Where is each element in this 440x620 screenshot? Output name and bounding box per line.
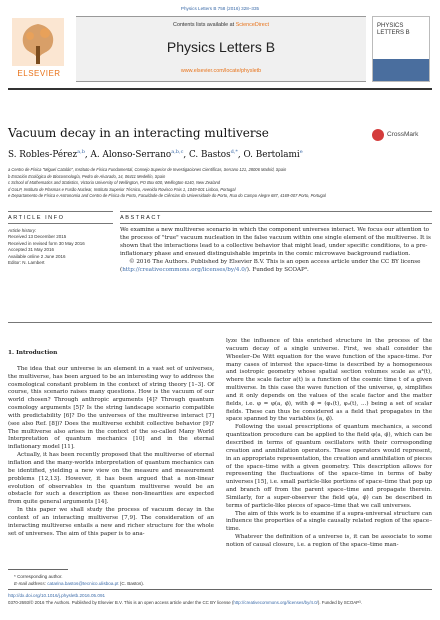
body-paragraph: Actually, it has been recently proposed that the multiverse of eternal inflation and the many-worlds interpretation of quantum mechanics can be identified, yielding a new view on the measure and measurement problems [12,13]. However, it has been argued that a non-linear evolution of observables in the quantum multiverse would be an obstacle for such a description as these non-linearities are expected from quite general arguments [14].: [8, 452, 214, 506]
affiliation-item: a Centro de Física "Miguel Catalán", Instituto de Física Fundamental, Consejo Superior de Investigaciones Científicas, Serrano 121, 28006 Madrid, Spain: [8, 167, 287, 172]
article-info-heading: ARTICLE INFO: [8, 215, 65, 221]
editor-name: Editor: N. Lambert: [8, 260, 45, 266]
cover-title: PHYSICS LETTERS B: [377, 23, 410, 36]
journal-masthead: [8, 16, 432, 82]
author-name[interactable]: S. Robles-Pérez: [8, 149, 78, 160]
affiliation-item: d GoLP, Instituto de Plasmas e Fusão Nuclear, Instituto Superior Técnico, Avenida Rovisco Pais 1, 1049-001 Lisboa, Portugal: [8, 186, 236, 192]
corresponding-author-note: [8, 573, 214, 587]
journal-homepage-link[interactable]: www.elsevier.com/locate/physletb: [180, 68, 262, 74]
affiliation-item: c School of Mathematics and Statistics, Victoria University of Wellington, PO Box 600, Wellington 6140, New Zealand: [8, 180, 221, 186]
body-paragraph: The idea that our universe is an element in a vast set of universes, the multiverse, has been argued to be an interesting way to address the cosmological constant problem in the context of string theory [1–3]. Of course, this scenario raises many questions. How is the vacuum of our world chosen? Through anthropic arguments [4]? Through quantum cosmology arguments [5]? Is the string landscape scenario compatible with predictability [6]? Do the universes of the multiverse interact [7] (see also Ref. [8])? Does the multiverse exhibit collective behavior [9]? The multiverse also arises in the context of the so-called Many World Interpretation of quantum mechanics [10] and in the eternal inflationary model [11].: [8, 365, 214, 451]
article-history-label: Article history:: [8, 228, 37, 233]
author-name[interactable]: C. Bastos: [189, 149, 231, 160]
email-line: [8, 580, 214, 587]
sciencedirect-link[interactable]: ScienceDirect: [235, 22, 269, 28]
masthead-divider: [8, 88, 432, 90]
corresponding-label: * Corresponding author.: [14, 574, 63, 579]
license-suffix: ). Funded by SCOAP³.: [246, 267, 309, 273]
abstract-bottom-rule: [8, 322, 432, 323]
body-paragraph: Following the usual prescriptions of quantum mechanics, a second quantization procedure can be applied to the field φ(a, φ̄), which can be described in terms of quantum oscillators with their corresponding creation and annihilation operators. These operators would represent, in an appropriate representation, the creation and annihilation of pieces of the space–time with a given geometry. This description allows for representing the fluctuations of the space–time in terms of baby universes [15], i.e. small particle-like portions of space–time that pop up and branch off from the parent space–time and propagate therein. Similarly, for a super-observer the field φ(a, φ̄) can be described in terms of particle-like pieces of space–time that we call universes.: [226, 424, 432, 509]
body-column-right: [226, 338, 432, 550]
affiliation-list: [8, 167, 432, 200]
author-name[interactable]: O. Bertolami: [243, 149, 300, 160]
affiliation-item: b Estación Ecológica de Biocosmología, Pedro de Alvarado, 14, 06411 Medellín, Spain: [8, 173, 166, 179]
body-column-left: [8, 338, 214, 538]
elsevier-tree-icon: [12, 18, 64, 66]
author-separator: ,: [183, 149, 189, 160]
doi-link[interactable]: http://dx.doi.org/10.1016/j.physletb.2016.05.091: [8, 593, 106, 598]
abstract-rule: [120, 211, 432, 212]
issn-license-link[interactable]: http://creativecommons.org/licenses/by/4.0/: [233, 600, 318, 605]
revised-date: Received in revised form 30 May 2016: [8, 240, 85, 246]
abstract-heading: ABSTRACT: [120, 215, 162, 221]
elsevier-logo[interactable]: [8, 16, 70, 82]
section-heading-introduction: 1. Introduction: [8, 350, 58, 356]
affiliation-item: e Departamento de Física e Astronomia and Centro de Física do Porto, Faculdade de Ciências da Universidade do Porto, Rua do Campo Alegre 687, 4169-007 Porto, Portugal: [8, 193, 326, 199]
author-affiliation-marker[interactable]: a,b,c: [171, 149, 184, 155]
email-link[interactable]: catarina.bastos@tecnico.ulisboa.pt: [47, 581, 119, 586]
author-separator: ,: [84, 149, 91, 160]
body-paragraph: In this paper we shall study the process of vacuum decay in the context of an interacting multiverse [7,9]. The consideration of an interacting multiverse entails a new and richer structure for the whole set of universes. The aim of this paper is to ana-: [8, 507, 214, 537]
author-affiliation-marker[interactable]: d,*: [230, 149, 238, 155]
journal-cover-thumbnail[interactable]: [372, 16, 430, 82]
online-date: Available online 2 June 2016: [8, 253, 66, 259]
crossmark-badge[interactable]: [372, 128, 430, 142]
author-separator: ,: [237, 149, 244, 160]
email-suffix: (C. Bastos).: [118, 581, 145, 586]
abstract-subrule: [120, 223, 432, 224]
issn-prefix: 0370-2693/© 2016 The Authors. Published by Elsevier B.V. This is an open access article under the CC BY license (: [8, 600, 234, 605]
journal-homepage: [76, 68, 366, 74]
author-list: [8, 149, 432, 160]
contents-prefix: Contents lists available at: [173, 22, 235, 28]
abstract-body: [120, 226, 432, 274]
abstract-license: [120, 258, 432, 274]
footnote-divider: [8, 569, 68, 570]
author-affiliation-marker[interactable]: a,b: [77, 149, 85, 155]
license-prefix: © 2016 The Authors. Published by Elsevier B.V. This is an open access article under the CC BY license (: [120, 259, 421, 273]
body-paragraph: The aim of this work is to examine if a supra-universal structure can influence the properties of a single causally related region of the space–time.: [226, 510, 432, 533]
article-title: Vacuum decay in an interacting multiverse: [8, 126, 269, 140]
abstract-text: We examine a new multiverse scenario in which the component universes interact. We focus our attention to the process of "true" vacuum nucleation in the false vacuum within one single element of the multiverse. It is shown that the interactions lead to a collective behavior that might lead, under specific conditions, to a pre-inflationary phase and ensued distinguishable imprints in the comic microwave background radiation.: [120, 227, 431, 257]
article-history: [8, 228, 113, 266]
crossmark-label: CrossMark: [387, 131, 419, 138]
footer-divider: [8, 589, 432, 590]
cover-band: [373, 59, 429, 81]
author-affiliation-marker[interactable]: e: [299, 149, 303, 155]
body-paragraph: lyze the influence of this enriched structure in the process of the vacuum decay of a single universe. First, we shall consider the Wheeler–De Witt equation for the wave function of the space-time. For many cases of interest the space-time is described by a homogeneous and isotropic geometry whose spatial section volumes scale as a³(t), where the scale factor a(t) is a function of the cosmic time t of a given multiverse. In this case the wave function of the universe, φ, simplifies and it only depends on the values of the scale factor and the matter fields, i.e. φ = φ(a, φ̄), with φ̄ = (φ₁(t), φ₂(t), ...) being a set of scalar fields. These can thus be considered as a field that propagates in the space spanned by the variables (a, φ̄).: [226, 338, 432, 423]
contents-availability: [76, 22, 366, 28]
journal-title: Physics Letters B: [166, 39, 276, 55]
publisher-wordmark: ELSEVIER: [17, 69, 61, 78]
email-label: E-mail address:: [14, 581, 48, 586]
author-name[interactable]: A. Alonso-Serrano: [90, 149, 172, 160]
issn-suffix: ). Funded by SCOAP³.: [317, 600, 362, 605]
accepted-date: Accepted 31 May 2016: [8, 247, 55, 253]
received-date: Received 13 December 2015: [8, 234, 67, 240]
body-paragraph: Whatever the definition of a universe is, it can be associate to some notion of causal closure, i.e. a region of the space–time man-: [226, 534, 432, 548]
article-info-rule: [8, 211, 113, 212]
crossmark-icon: [372, 129, 384, 141]
issn-license-line: [8, 600, 432, 606]
masthead-banner: [76, 16, 366, 82]
article-info-subrule: [8, 223, 113, 224]
license-link[interactable]: http://creativecommons.org/licenses/by/4.0/: [122, 267, 247, 273]
journal-reference[interactable]: Physics Letters B 758 (2016) 328–335: [180, 6, 260, 11]
